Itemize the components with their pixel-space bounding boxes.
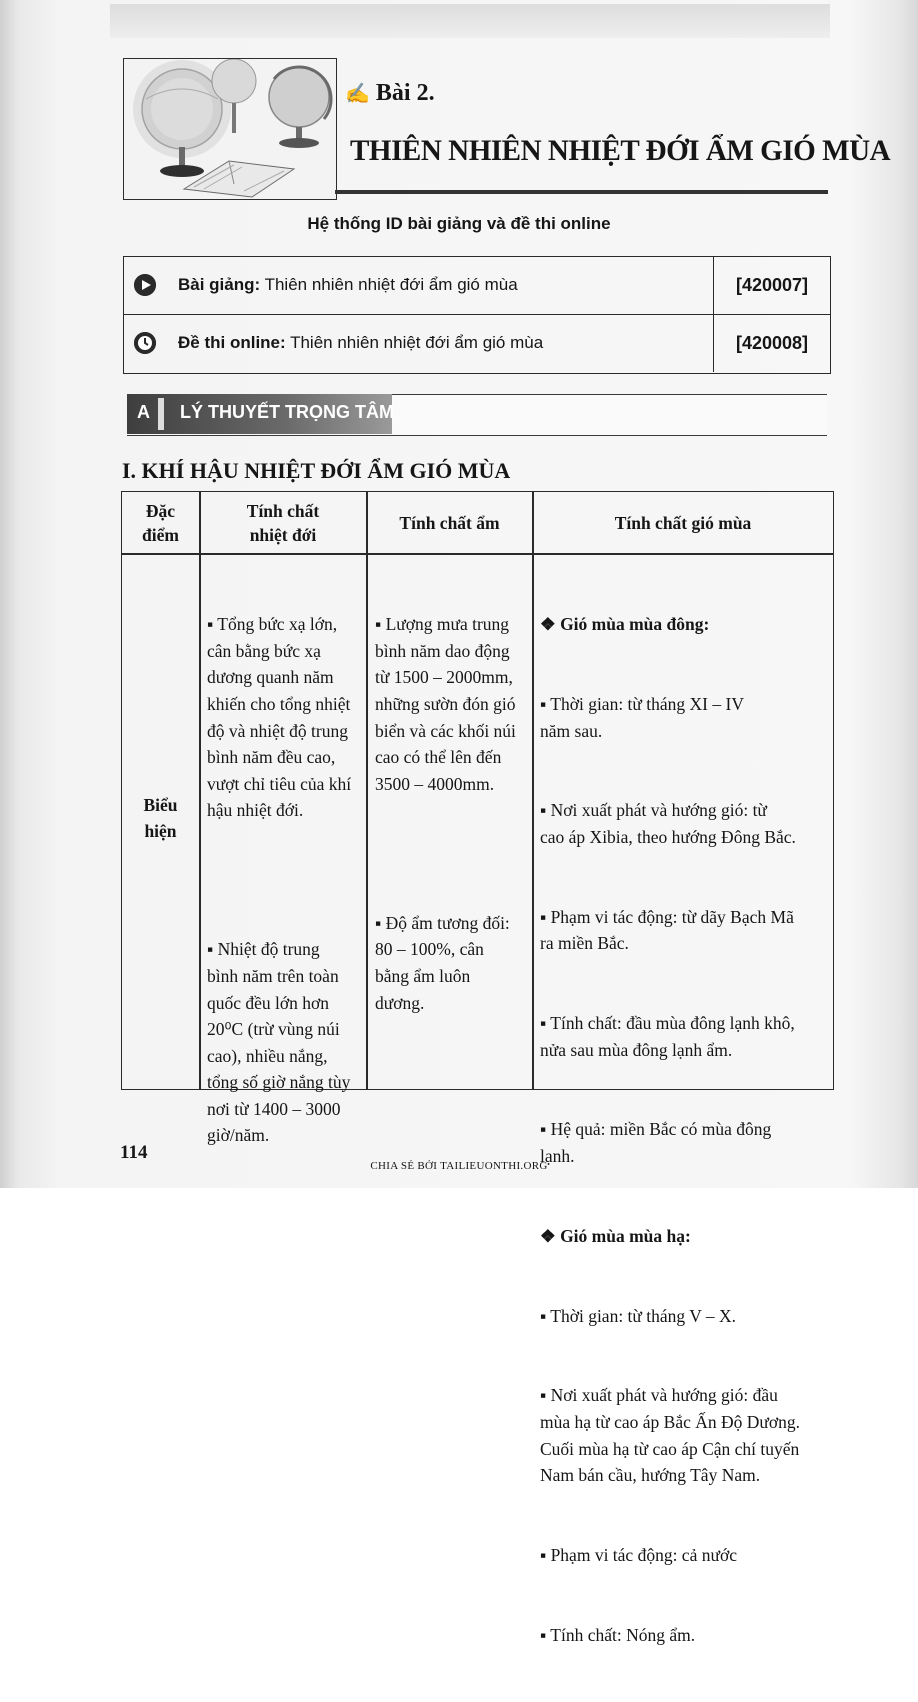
id-row-lecture-label: Bài giảng:	[178, 275, 261, 294]
footer-credit: CHIA SẺ BỞI TAILIEUONTHI.ORG	[370, 1160, 548, 1172]
am-item: ▪ Độ ẩm tương đối: 80 – 100%, cân bằng ẩm luôn dương.	[375, 912, 510, 1013]
nhiet-doi-item: ▪ Nhiệt độ trung bình năm trên toàn quốc đều lớn hơn 20⁰C (trừ vùng núi cao), nhiều nắng, tổng số giờ nắng tùy nơi từ 1400 – 3000 giờ/năm.	[207, 939, 351, 1146]
winter-item: ▪ Thời gian: từ tháng XI – IV năm sau.	[540, 693, 744, 741]
th-dac-diem: Đặc điểm	[142, 500, 179, 545]
winter-item: ▪ Hệ quả: miền Bắc có mùa đông lạnh.	[540, 1119, 772, 1167]
cell-am	[375, 558, 525, 1069]
id-row-lecture-text	[178, 275, 518, 295]
winter-item: ▪ Phạm vi tác động: từ dãy Bạch Mã ra miền Bắc.	[540, 906, 794, 954]
th-am: Tính chất ẩm	[399, 512, 500, 533]
winter-item: ▪ Nơi xuất phát và hướng gió: từ cao áp Xibia, theo hướng Đông Bắc.	[540, 800, 796, 847]
section-letter: A	[137, 402, 150, 422]
globes-illustration	[123, 58, 337, 200]
title-underline	[335, 190, 828, 194]
id-row-lecture-title: Thiên nhiên nhiệt đới ẩm gió mùa	[264, 275, 518, 294]
id-row-exam-title: Thiên nhiên nhiệt đới ẩm gió mùa	[290, 333, 544, 352]
summer-item: ▪ Nơi xuất phát và hướng gió: đầu mùa hạ từ cao áp Bắc Ấn Độ Dương. Cuối mùa hạ từ cao áp Cận chí tuyến Nam bán cầu, hướng Tây Nam.	[540, 1385, 801, 1486]
pen-icon: ✍	[345, 83, 370, 105]
id-system-heading: Hệ thống ID bài giảng và đề thi online	[307, 214, 611, 233]
row-label-bieu-hien: Biểu hiện	[143, 795, 178, 841]
clock-icon	[134, 332, 156, 354]
nhiet-doi-item: ▪ Tổng bức xạ lớn, cân bằng bức xạ dương quanh năm khiến cho tổng nhiệt độ và nhiệt độ trung bình năm đều cao, vượt chỉ tiêu của khí hậu nhiệt đới.	[207, 614, 352, 821]
page-number: 114	[120, 1142, 148, 1163]
lesson-title: THIÊN NHIÊN NHIỆT ĐỚI ẨM GIÓ MÙA	[350, 134, 891, 167]
summer-item: ▪ Phạm vi tác động: cả nước	[540, 1544, 737, 1565]
id-row-lecture[interactable]	[124, 257, 830, 315]
cell-gio-mua	[540, 558, 830, 1702]
play-circle-icon	[134, 274, 156, 296]
th-nhiet-doi: Tính chất nhiệt đới	[246, 500, 320, 545]
id-code-lecture: [420007]	[713, 257, 830, 314]
section-separator	[158, 398, 164, 430]
am-item: ▪ Lượng mưa trung bình năm dao động từ 1500 – 2000mm, những sườn đón gió biển và các khối núi cao có thể lên đến 3500 – 4000mm.	[375, 614, 516, 794]
running-header-strip	[110, 4, 830, 38]
summer-monsoon-title: ❖ Gió mùa mùa hạ:	[540, 1225, 691, 1246]
winter-monsoon-title: ❖ Gió mùa mùa đông:	[540, 614, 710, 635]
cell-nhiet-doi	[207, 558, 367, 1202]
header-divider	[122, 553, 833, 555]
col-divider-1	[199, 492, 201, 1089]
summer-item: ▪ Tính chất: Nóng ẩm.	[540, 1624, 696, 1645]
id-table	[123, 256, 831, 374]
id-code-exam: [420008]	[713, 315, 830, 372]
lesson-number	[345, 80, 435, 107]
heading-climate: I. KHÍ HẬU NHIỆT ĐỚI ẨM GIÓ MÙA	[122, 458, 511, 483]
winter-item: ▪ Tính chất: đầu mùa đông lạnh khô, nửa sau mùa đông lạnh ẩm.	[540, 1013, 795, 1060]
id-row-exam[interactable]	[124, 315, 830, 372]
summer-item: ▪ Thời gian: từ tháng V – X.	[540, 1305, 737, 1326]
lesson-number-label: Bài 2.	[375, 80, 435, 106]
th-gio-mua: Tính chất gió mùa	[614, 512, 752, 533]
id-row-exam-label: Đề thi online:	[178, 333, 286, 352]
section-title: LÝ THUYẾT TRỌNG TÂM	[180, 402, 394, 422]
id-row-exam-text	[178, 333, 543, 353]
col-divider-3	[532, 492, 534, 1089]
